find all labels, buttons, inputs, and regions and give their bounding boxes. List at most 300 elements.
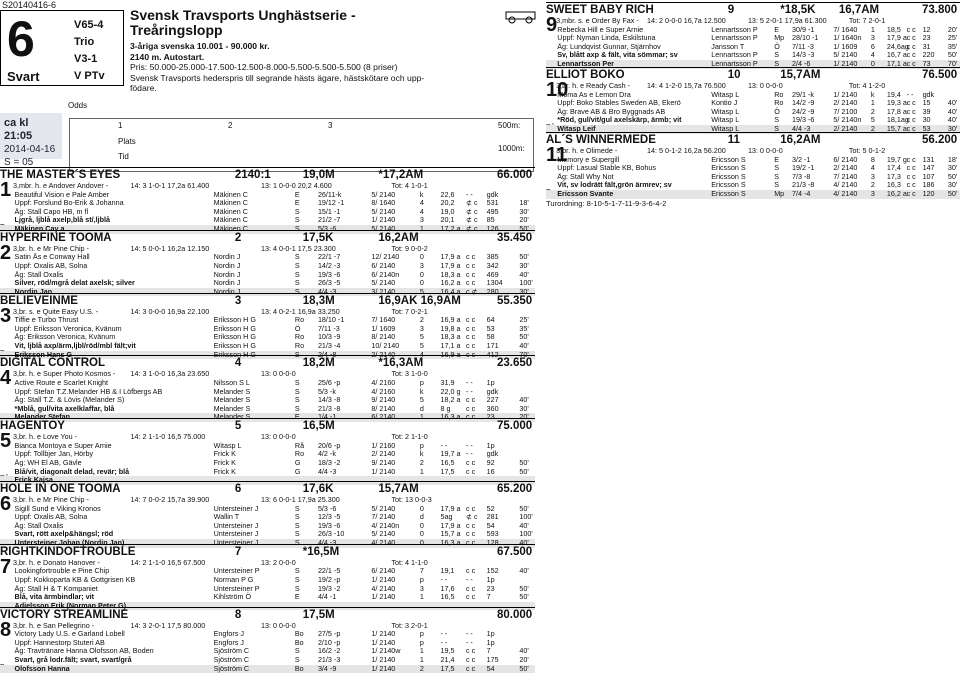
row-cell: - - bbox=[465, 637, 473, 647]
row-cell: Wallin T bbox=[213, 512, 240, 522]
row-cell: 30 bbox=[922, 115, 931, 125]
row-cell: 54 bbox=[486, 663, 495, 673]
row-cell: 22,0 g bbox=[440, 386, 461, 396]
row-cell: 5/3 -6 bbox=[317, 223, 337, 233]
row-cell: 4/ 2160 bbox=[371, 386, 396, 396]
horse-post: 2140:1 bbox=[234, 169, 271, 181]
horse-info: 3,br. h. e Super Photo Kosmos - bbox=[13, 369, 116, 379]
row-cell: c c bbox=[465, 260, 476, 270]
horse-header bbox=[0, 293, 535, 308]
horse-info: 3,br. h. e Mr Pine Chip - bbox=[13, 243, 89, 253]
row-cell: 16,4 a bbox=[440, 286, 461, 296]
row-cell: E bbox=[294, 198, 300, 208]
row-cell: 17,4 bbox=[886, 163, 901, 173]
row-cell: 1 bbox=[419, 654, 424, 664]
row-label: Lennartsson Per bbox=[557, 58, 614, 68]
row-cell: 14/2 -3 bbox=[317, 260, 341, 270]
row-cell: p bbox=[419, 629, 424, 639]
row-cell: 28/10 -1 bbox=[792, 33, 819, 43]
row-cell: 5/ 2140 bbox=[371, 206, 396, 216]
race-description-line: 2140 m. Autostart. bbox=[130, 51, 205, 62]
row-cell: 1/ 1609 bbox=[833, 41, 858, 51]
row-cell: 50' bbox=[947, 171, 958, 181]
row-cell: 5/ 2140n bbox=[833, 115, 862, 125]
row-cell: 19/12 -1 bbox=[317, 198, 345, 208]
horse-info: 14: 3 0-0-0 16,9a 22.100 bbox=[130, 306, 210, 316]
row-cell: 50' bbox=[519, 332, 529, 342]
row-cell: 2 bbox=[419, 663, 424, 673]
row-cell: c c bbox=[465, 663, 476, 673]
row-cell: 73 bbox=[922, 58, 931, 68]
row-cell: Mäkinen C bbox=[213, 215, 248, 225]
row-cell: Eriksson H G bbox=[213, 340, 256, 350]
grid-1000m: 1000m: bbox=[498, 144, 525, 153]
row-cell: 469 bbox=[486, 269, 499, 279]
horse-info: 13: 4 0-2-1 16,9a 33.250 bbox=[260, 306, 340, 316]
row-cell: 120 bbox=[922, 188, 935, 198]
row-cell: c c bbox=[465, 332, 476, 342]
row-cell: 107 bbox=[922, 171, 935, 181]
row-cell: 16,2 a bbox=[886, 188, 907, 198]
row-cell: 2/10 -p bbox=[317, 637, 341, 647]
row-cell: 16,9 a bbox=[440, 349, 461, 359]
row-cell: Sjöström C bbox=[213, 654, 250, 664]
row-cell: 7/ 2100 bbox=[833, 106, 858, 116]
row-cell: 30' bbox=[947, 123, 958, 133]
row-cell: 7/11 -3 bbox=[317, 323, 340, 333]
row-cell: c c bbox=[906, 50, 916, 60]
bet-type: V65-4 bbox=[74, 19, 104, 31]
horse-info: Tot: 2 1-1-0 bbox=[391, 432, 428, 442]
row-label: Äg: Stall H & T Kompaniet bbox=[14, 583, 98, 593]
row-cell: 16 bbox=[486, 466, 495, 476]
odds-label: Odds bbox=[68, 101, 88, 110]
row-label: Uppf: Stefan T.Z.Melander HB & I Löfbergs AB bbox=[14, 386, 163, 396]
row-label: Svart, rött axelp&hängsl; röd bbox=[14, 529, 114, 539]
horse-info: 14: 5 0-0-1 16,2a 12.150 bbox=[130, 243, 210, 253]
row-cell: 27/5 -p bbox=[317, 629, 341, 639]
row-cell: 19,7 a bbox=[440, 449, 461, 459]
row-label: Vit, sv lodrätt fält,grön ärmrev; sv bbox=[557, 180, 672, 190]
horse-header bbox=[546, 67, 960, 82]
row-label: Bianca Montoya e Super Arnie bbox=[14, 440, 112, 450]
row-cell: 152 bbox=[486, 566, 499, 576]
row-cell: c c bbox=[465, 323, 476, 333]
row-cell: 5 bbox=[870, 115, 875, 125]
row-cell: 4/ 2140 bbox=[371, 537, 396, 547]
row-label: Äg: Brave AB & Bro Byggnads AB bbox=[557, 106, 666, 116]
row-cell: 7/ 2140 bbox=[371, 512, 396, 522]
row-cell: 342 bbox=[486, 260, 499, 270]
row-cell: 2 bbox=[870, 123, 875, 133]
row-cell: 6/ 2140 bbox=[371, 412, 396, 422]
row-cell: 7/4 -4 bbox=[792, 188, 811, 198]
row-label: Silver, röd/mgrå delat axelsk; silver bbox=[14, 278, 135, 288]
horse-name: VICTORY STREAMLINE bbox=[0, 608, 129, 621]
row-cell: 17,9 a bbox=[440, 503, 461, 513]
row-cell: 18' bbox=[947, 154, 958, 164]
row-label: Lookingfortrouble e Pine Chip bbox=[14, 566, 110, 576]
row-cell: 4/4 -3 bbox=[317, 466, 337, 476]
row-cell: - - bbox=[465, 629, 473, 639]
horse-record: 15,7AM bbox=[780, 69, 821, 81]
row-cell: gdk bbox=[486, 386, 499, 396]
row-cell: gdk bbox=[486, 449, 499, 459]
row-cell: p bbox=[419, 377, 424, 387]
row-cell: 12 bbox=[922, 24, 931, 34]
row-cell: 16,3 a bbox=[440, 537, 461, 547]
row-label: Äg: Stall Oxalis bbox=[14, 269, 64, 279]
row-label: Uppf: Tollbjer Jan, Hörby bbox=[14, 449, 94, 459]
row-cell: 17,9 a bbox=[886, 33, 907, 43]
row-cell: 1/ 2140 bbox=[371, 654, 396, 664]
row-cell: 40' bbox=[947, 106, 958, 116]
row-cell: 50' bbox=[519, 223, 529, 233]
row-cell: 220 bbox=[922, 50, 935, 60]
row-cell: Untersteiner J bbox=[213, 520, 259, 530]
row-label: Sv, blått axp & fält, vita sömmar; sv bbox=[557, 50, 678, 60]
horse-info: 3,br. h. e San Pellegrino - bbox=[13, 620, 95, 630]
row-cell: 15/1 -1 bbox=[317, 206, 341, 216]
row-label: Äg: Stall Oxalis bbox=[14, 520, 64, 530]
row-cell: Eriksson H G bbox=[213, 315, 256, 325]
row-cell: 19,0 bbox=[440, 206, 455, 216]
row-cell: 18,2 a bbox=[440, 395, 461, 405]
row-cell: 15 bbox=[922, 98, 931, 108]
row-cell: 4/ 2140 bbox=[833, 180, 858, 190]
horse-earnings: 56.200 bbox=[922, 134, 958, 146]
horse-info: 13: 0 0-0-0 bbox=[747, 146, 783, 155]
row-cell: 16,9 a bbox=[440, 315, 461, 325]
row-cell: Untersteiner J bbox=[213, 537, 259, 547]
row-cell: c c bbox=[465, 537, 476, 547]
row-label: *Röd, gul/vit/gul axelskärp, ärmb; vit bbox=[557, 115, 682, 125]
row-cell: Lennartsson P bbox=[711, 24, 758, 34]
horse-name: BELIEVEINME bbox=[0, 294, 78, 307]
row-cell: 17,1 a bbox=[440, 340, 461, 350]
row-label: Beautiful Vision e Pale Amber bbox=[14, 189, 110, 199]
row-cell: 1 bbox=[870, 98, 875, 108]
bet-type: Trio bbox=[74, 36, 95, 48]
row-cell: 3 bbox=[419, 215, 424, 225]
row-cell: 35' bbox=[947, 41, 958, 51]
row-label: Uppf: Boko Stables Sweden AB, Ekerö bbox=[557, 98, 681, 108]
row-cell: c c bbox=[465, 349, 476, 359]
row-cell: 7/ 2140 bbox=[833, 171, 858, 181]
row-cell: 58 bbox=[486, 332, 495, 342]
row-cell: 4/ 2140n bbox=[371, 520, 400, 530]
row-cell: c c bbox=[465, 252, 476, 262]
horse-entry bbox=[0, 293, 535, 360]
row-cell: 16,3 bbox=[886, 180, 901, 190]
row-cell: 1/ 2160 bbox=[371, 440, 396, 450]
row-cell: 18,5 bbox=[886, 24, 901, 34]
row-cell: Ro bbox=[774, 89, 784, 99]
row-cell: S bbox=[294, 503, 300, 513]
horse-best-time: 15,7AM bbox=[378, 483, 419, 495]
row-cell: 3 bbox=[870, 33, 875, 43]
row-cell: 92 bbox=[486, 457, 495, 467]
row-cell: 3 bbox=[870, 188, 875, 198]
program-number: 10 bbox=[546, 79, 569, 101]
row-cell: 4/ 2140 bbox=[833, 188, 858, 198]
horse-earnings: 75.000 bbox=[497, 420, 533, 433]
row-cell: 1p bbox=[486, 629, 495, 639]
row-cell: 4 bbox=[419, 206, 424, 216]
row-cell: 5 bbox=[419, 340, 424, 350]
row-cell: 9/ 2140 bbox=[371, 457, 396, 467]
row-cell: 1p bbox=[486, 440, 495, 450]
row-cell: 412 bbox=[486, 349, 499, 359]
row-cell: Kihlström Ö bbox=[213, 592, 252, 602]
row-label: Witasp Leif bbox=[557, 123, 596, 133]
row-cell: Ro bbox=[294, 340, 305, 350]
row-cell: 16,5 bbox=[440, 457, 455, 467]
row-cell: Ericsson S bbox=[711, 163, 746, 173]
row-cell: 8/ 1640 bbox=[371, 198, 396, 208]
horse-post: 6 bbox=[234, 483, 242, 495]
horse-record: 17,6K bbox=[302, 483, 334, 495]
program-number: 11 bbox=[546, 144, 568, 166]
row-cell: 1p bbox=[486, 637, 495, 647]
row-cell: Untersteiner J bbox=[213, 503, 259, 513]
row-cell: 4/4 -3 bbox=[317, 286, 337, 296]
row-cell: 3/4 -9 bbox=[317, 663, 337, 673]
row-cell: E bbox=[774, 24, 779, 34]
row-cell: 593 bbox=[486, 529, 499, 539]
row-cell: Nordin J bbox=[213, 260, 241, 270]
row-cell: Mp bbox=[774, 33, 785, 43]
grid-500m: 500m: bbox=[498, 121, 521, 130]
row-cell: 5/ 2140 bbox=[371, 189, 396, 199]
start-row bbox=[0, 468, 535, 477]
horse-info: 3,br. s. e Quite Easy U.S. - bbox=[13, 306, 99, 316]
row-cell: 8/ 2140 bbox=[371, 403, 396, 413]
row-cell: Ericsson S bbox=[711, 180, 746, 190]
row-cell: 18/3 -2 bbox=[317, 457, 341, 467]
grid-col-3: 3 bbox=[328, 121, 333, 130]
row-cell: 20' bbox=[519, 654, 529, 664]
horse-earnings: 67.500 bbox=[497, 545, 533, 558]
row-cell: Bo bbox=[294, 663, 304, 673]
race-description-line: 3-åriga svenska 10.001 - 90.000 kr. bbox=[130, 41, 270, 51]
row-cell: 26/3 -10 bbox=[317, 529, 345, 539]
row-cell: 18/10 -1 bbox=[317, 315, 345, 325]
horse-header bbox=[0, 481, 535, 496]
horse-post: 8 bbox=[234, 608, 242, 621]
row-cell: 385 bbox=[486, 252, 499, 262]
race-description-line: födare. bbox=[130, 83, 157, 94]
horse-best-time: *16,3AM bbox=[378, 357, 424, 370]
row-cell: Ro bbox=[294, 449, 305, 459]
row-cell: Nilsson S L bbox=[213, 377, 250, 387]
row-cell: Sjöström C bbox=[213, 646, 250, 656]
horse-best-time: 16,7AM bbox=[838, 4, 880, 16]
row-cell: Jansson T bbox=[711, 41, 745, 51]
row-cell: 50' bbox=[519, 592, 529, 602]
horse-earnings: 65.200 bbox=[497, 483, 533, 495]
row-cell: Lennartsson P bbox=[711, 50, 758, 60]
row-cell: 4 bbox=[870, 50, 875, 60]
row-cell: 20' bbox=[947, 24, 958, 34]
horse-info: 13: 4 0-0-1 17,5 23.300 bbox=[260, 243, 336, 253]
row-cell: Frick K bbox=[213, 457, 236, 467]
row-cell: Bo bbox=[294, 629, 304, 639]
race-description-line: Pris: 50.000-25.000-17.500-12.500-8.000-5.500-5.500-5.500 (8 priser) bbox=[130, 62, 398, 73]
row-label: Moma As e Lemon Dra bbox=[557, 89, 631, 99]
row-label: Äg: Lundqvist Gunnar, Stjärnhov bbox=[557, 41, 661, 51]
row-cell: 53 bbox=[922, 123, 931, 133]
row-cell: - - bbox=[440, 574, 448, 584]
row-cell: 171 bbox=[486, 340, 499, 350]
horse-post: 5 bbox=[234, 420, 242, 433]
row-cell: Witasp L bbox=[711, 89, 740, 99]
race-description bbox=[130, 41, 470, 94]
row-label: Äg: Travtränare Hanna Olofsson AB, Boden bbox=[14, 646, 154, 656]
row-cell: 5/3 -6 bbox=[317, 503, 337, 513]
row-cell: 19/3 -6 bbox=[792, 115, 815, 125]
row-cell: p bbox=[419, 574, 424, 584]
horse-header bbox=[0, 230, 535, 245]
horse-entry bbox=[546, 67, 960, 134]
horse-record: 18,3M bbox=[302, 294, 335, 307]
row-cell: c c bbox=[906, 154, 916, 164]
row-cell: 3 bbox=[419, 323, 424, 333]
program-number: 2 bbox=[0, 241, 12, 264]
row-cell: S bbox=[294, 646, 300, 656]
row-cell: Eriksson H G bbox=[213, 332, 256, 342]
row-cell: 186 bbox=[922, 180, 935, 190]
row-cell: c c bbox=[906, 163, 916, 173]
horse-earnings: 73.800 bbox=[922, 4, 958, 16]
row-label: Uppf: Eriksson Veronica, Kvänum bbox=[14, 323, 122, 333]
program-number: 1 bbox=[0, 179, 12, 201]
row-cell: k bbox=[419, 449, 424, 459]
row-label: Blå, vita ärmbindlar; vit bbox=[14, 592, 95, 602]
row-cell: 2 bbox=[870, 106, 875, 116]
row-cell: 19/3 -2 bbox=[317, 583, 341, 593]
horse-info: Tot: 4 1-1-0 bbox=[391, 557, 428, 567]
start-row bbox=[0, 656, 535, 665]
row-cell: 30' bbox=[519, 206, 529, 216]
row-cell: 40' bbox=[519, 520, 529, 530]
horse-record: *18,5K bbox=[780, 4, 816, 16]
row-cell: 131 bbox=[922, 154, 935, 164]
row-cell: 2/ 2140 bbox=[833, 123, 858, 133]
row-cell: 30' bbox=[519, 260, 529, 270]
row-cell: Mp bbox=[774, 188, 785, 198]
row-cell: 17,5 bbox=[440, 466, 455, 476]
row-cell: S bbox=[294, 386, 300, 396]
row-cell: Sjöström C bbox=[213, 663, 250, 673]
horse-record: 16,5M bbox=[302, 420, 335, 433]
row-cell: Ericsson S bbox=[711, 171, 746, 181]
row-label: Sigill Sund e Viking Kronos bbox=[14, 503, 101, 513]
row-cell: S bbox=[294, 349, 300, 359]
horse-entry bbox=[0, 418, 535, 485]
row-cell: Witasp L bbox=[711, 115, 740, 125]
horse-info: 14: 3 1-0-0 16,3a 23.650 bbox=[130, 369, 210, 379]
row-cell: 21/2 -7 bbox=[317, 215, 341, 225]
row-cell: 1/ 2140 bbox=[371, 592, 396, 602]
row-cell: 20/6 -p bbox=[317, 440, 341, 450]
horse-record: *16,5M bbox=[302, 545, 340, 558]
race-title-line: Treåringslopp bbox=[130, 22, 223, 38]
row-cell: 7 bbox=[486, 592, 491, 602]
row-label: Äg: WH El AB, Gävle bbox=[14, 457, 82, 467]
row-cell: Lennartsson P bbox=[711, 58, 758, 68]
tip-order: Turordning: 8-10-5-1-7-11-9-3-6-4-2 bbox=[546, 199, 667, 208]
row-cell: 531 bbox=[486, 198, 499, 208]
row-cell: 23 bbox=[922, 33, 931, 43]
row-cell: - - bbox=[465, 386, 473, 396]
row-cell: 6 bbox=[870, 41, 875, 51]
horse-info: Tot: 5 0-1-2 bbox=[848, 146, 886, 155]
row-label: Rebecka Hill e Super Arnie bbox=[557, 24, 644, 34]
bet-types bbox=[74, 17, 105, 85]
row-cell: S bbox=[294, 286, 300, 296]
row-cell: 1 bbox=[419, 592, 424, 602]
program-number: 9 bbox=[546, 14, 558, 36]
row-cell: 25' bbox=[947, 33, 958, 43]
row-cell: Nordin J bbox=[213, 278, 241, 288]
horse-name: HOLE IN ONE TOOMA bbox=[0, 483, 121, 495]
row-cell: 2/4 -8 bbox=[317, 349, 337, 359]
row-cell: E bbox=[774, 154, 779, 164]
horse-best-time: 16,9AK 16,9AM bbox=[378, 294, 461, 307]
row-cell: 2/ 2140 bbox=[371, 449, 396, 459]
row-cell: - - bbox=[440, 440, 448, 450]
row-cell: Melander S bbox=[213, 403, 251, 413]
row-cell: Ö bbox=[774, 41, 780, 51]
row-label: Victory Lady U.S. e Garland Lobell bbox=[14, 629, 125, 639]
horse-info: 3,br. h. e Love You - bbox=[13, 432, 77, 442]
program-number: 3 bbox=[0, 304, 12, 327]
row-cell: 50' bbox=[947, 50, 958, 60]
row-cell: 52 bbox=[486, 503, 495, 513]
horse-info: 14: 3 2-0-1 17,5 80.000 bbox=[130, 620, 206, 630]
row-cell: c c bbox=[906, 98, 916, 108]
row-cell: 9/ 2140 bbox=[371, 395, 396, 405]
row-cell: 16,5 bbox=[440, 592, 455, 602]
row-cell: 495 bbox=[486, 206, 499, 216]
horse-info: 3,br. h. e Mr Pine Chip - bbox=[13, 495, 89, 504]
grid-col-1: 1 bbox=[118, 121, 123, 130]
row-label: Vit, ljblå axp/ärm,ljbl/röd/mbl fält;vit bbox=[14, 340, 136, 350]
row-cell: 3 bbox=[419, 260, 424, 270]
row-cell: 0 bbox=[419, 503, 424, 513]
row-cell: 3 bbox=[419, 583, 424, 593]
row-cell: 23 bbox=[486, 412, 495, 422]
row-cell: 1/ 2140 bbox=[833, 58, 858, 68]
horse-info: Tot: 7 2-0-1 bbox=[848, 16, 886, 25]
row-cell: 50' bbox=[519, 252, 529, 262]
row-cell: 14/3 -3 bbox=[792, 50, 815, 60]
horse-entry bbox=[0, 544, 535, 611]
horse-name: SWEET BABY RICH bbox=[546, 4, 654, 16]
row-cell: 18,3 a bbox=[440, 269, 461, 279]
horse-post: 11 bbox=[727, 134, 740, 146]
row-cell: 227 bbox=[486, 395, 499, 405]
row-cell: S bbox=[294, 403, 300, 413]
row-cell: 3/2 -1 bbox=[792, 154, 811, 164]
horse-info: Tot: 3 2-0-1 bbox=[391, 620, 428, 630]
row-cell: S bbox=[294, 278, 300, 288]
row-label: Uppf: Oxalis AB, Solna bbox=[14, 512, 88, 522]
horse-header bbox=[0, 355, 535, 370]
row-cell: Nordin J bbox=[213, 252, 241, 262]
row-cell: c c bbox=[465, 646, 476, 656]
